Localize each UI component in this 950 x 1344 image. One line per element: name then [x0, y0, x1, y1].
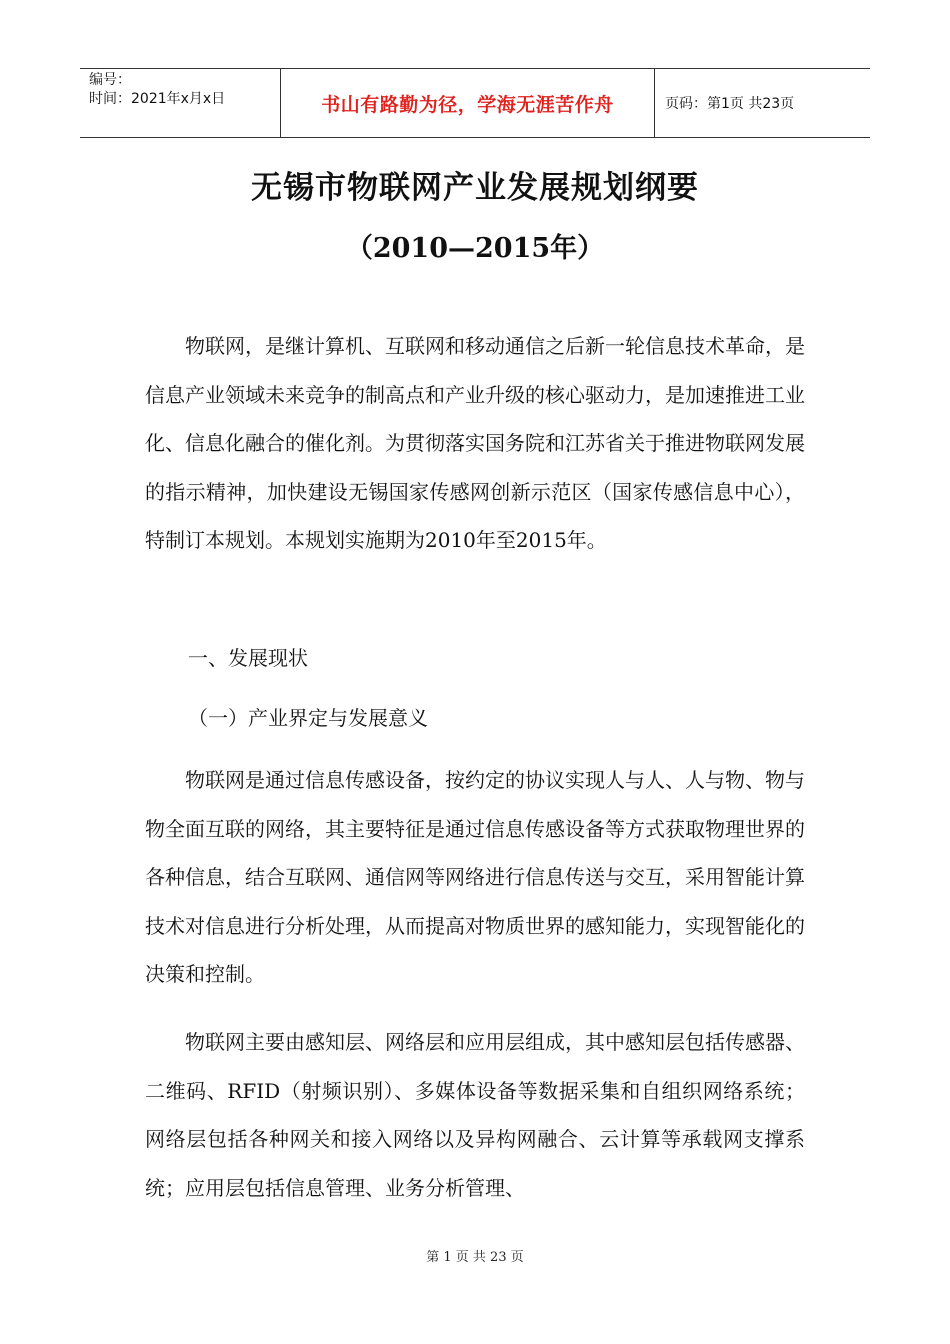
- page-footer: 第 1 页 共 23 页: [426, 1250, 524, 1265]
- section-heading: 一、发展现状: [188, 646, 308, 670]
- header-motto: 书山有路勤为径，学海无涯苦作舟: [281, 69, 655, 137]
- document-date-label: 时间：2021年x月x日: [89, 91, 226, 107]
- subsection-heading: （一）产业界定与发展意义: [188, 706, 428, 730]
- page-header-table: [80, 68, 870, 138]
- document-subtitle: （2010—2015年）: [345, 233, 605, 264]
- paragraph-layers: 物联网主要由感知层、网络层和应用层组成，其中感知层包括传感器、二维码、RFID（射频识别）、多媒体设备等数据采集和自组织网络系统；网络层包括各种网关和接入网络以及异构网融合、云计算等承载网支撑系统；应用层包括信息管理、业务分析管理、: [145, 1030, 805, 1200]
- document-title: 无锡市物联网产业发展规划纲要: [251, 170, 699, 206]
- header-page-info: 页码：第1页 共23页: [665, 96, 795, 112]
- paragraph-intro: 物联网，是继计算机、互联网和移动通信之后新一轮信息技术革命，是信息产业领域未来竞争的制高点和产业升级的核心驱动力，是加速推进工业化、信息化融合的催化剂。为贯彻落实国务院和江苏省关于推进物联网发展的指示精神，加快建设无锡国家传感网创新示范区（国家传感信息中心），特制订本规划。本规划实施期为2010年至2015年。: [145, 334, 805, 553]
- document-number-label: 编号：: [89, 72, 131, 88]
- paragraph-definition: 物联网是通过信息传感设备，按约定的协议实现人与人、人与物、物与物全面互联的网络，其主要特征是通过信息传感设备等方式获取物理世界的各种信息，结合互联网、通信网等网络进行信息传送与交互，采用智能计算技术对信息进行分析处理，从而提高对物质世界的感知能力，实现智能化的决策和控制。: [145, 768, 805, 987]
- header-meta-cell: [80, 69, 281, 137]
